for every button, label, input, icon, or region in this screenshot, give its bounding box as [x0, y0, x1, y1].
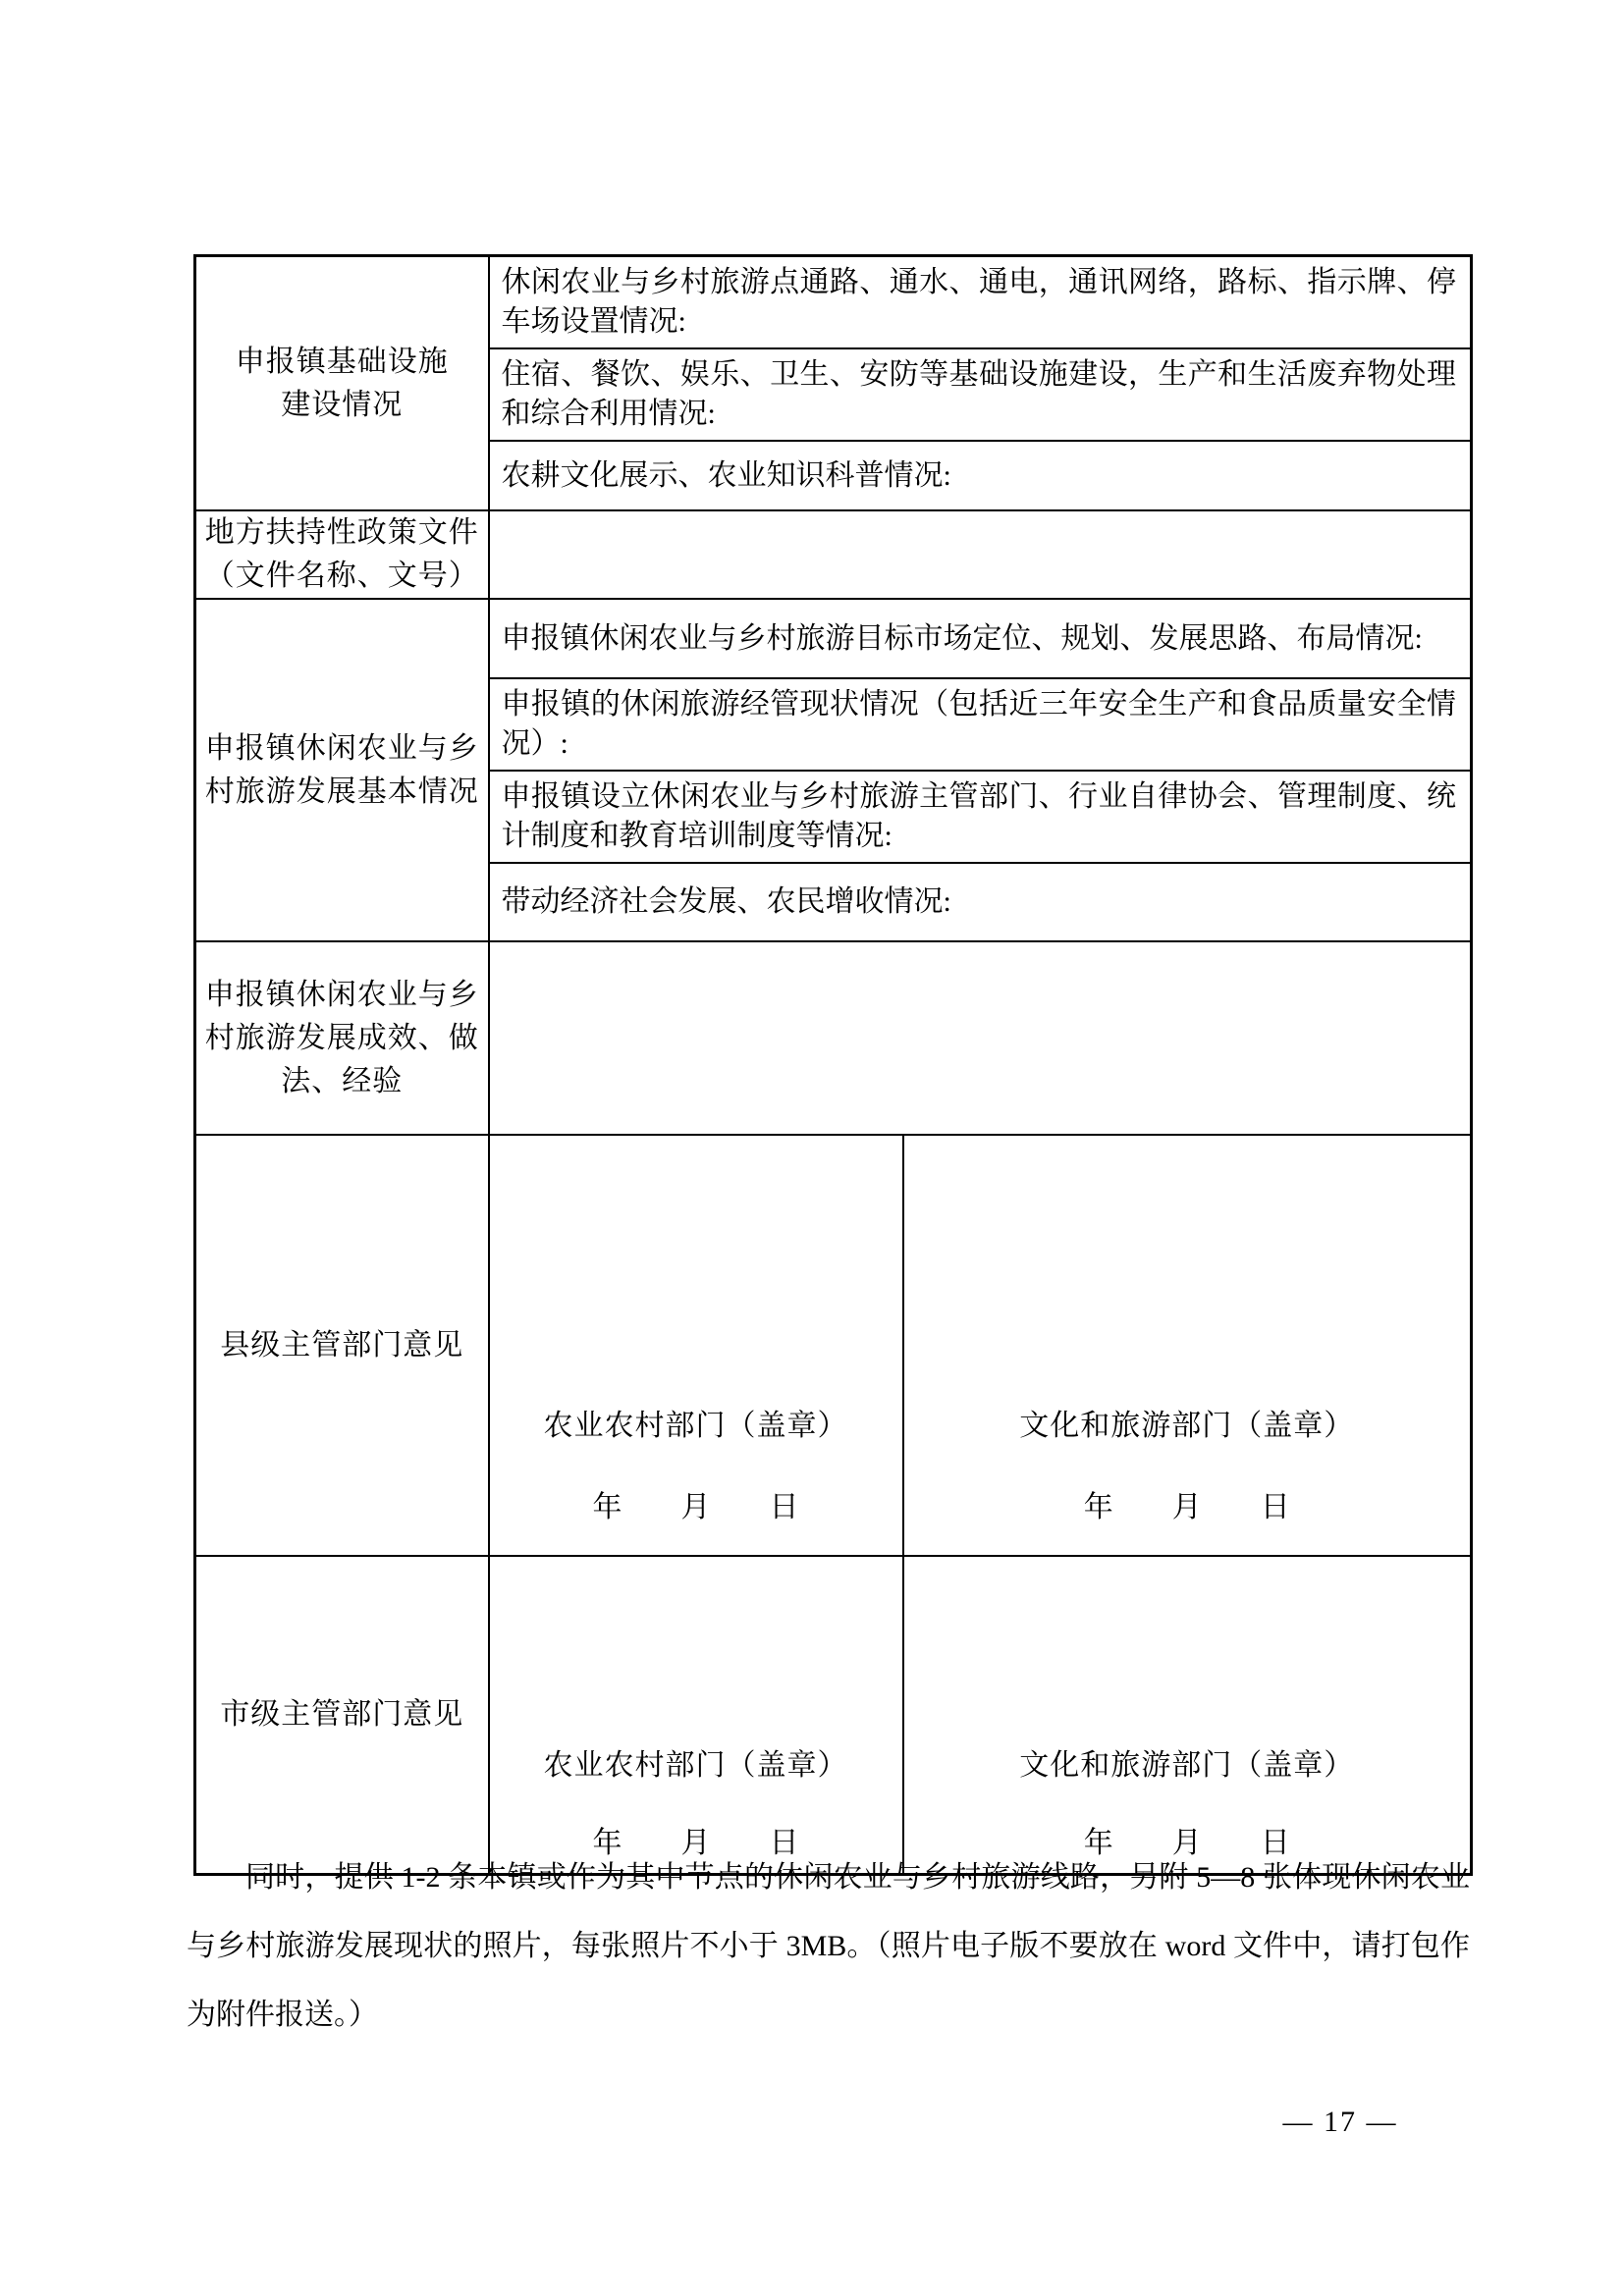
page-number: — 17 — [1282, 2106, 1398, 2138]
date-blank: 年 月 日 [592, 1826, 799, 1859]
development-row-operation-status: 申报镇的休闲旅游经管现状情况（包括近三年安全生产和食品质量安全情况）: [489, 678, 1472, 771]
label-line: 申报镇基础设施 [235, 345, 449, 378]
development-row-management-systems: 申报镇设立休闲农业与乡村旅游主管部门、行业自律协会、管理制度、统计制度和教育培训制度等情况: [489, 771, 1472, 863]
policy-document-label [195, 510, 489, 599]
city-opinion-label: 市级主管部门意见 [195, 1556, 489, 1874]
culture-tourism-department-stamp-label: 文化和旅游部门（盖章） [1019, 1410, 1355, 1442]
footer-note: 同时，提供 1-2 条本镇或作为其中节点的休闲农业与乡村旅游线路，另附 5—8 张体现休闲农业与乡村旅游发展现状的照片，每张照片不小于 3MB。（照片电子版不要放在 word 文件中，请打包作为附件报送。） [187, 1861, 1470, 2031]
county-opinion-label: 县级主管部门意见 [195, 1135, 489, 1556]
county-culture-stamp-cell [903, 1135, 1472, 1556]
infrastructure-section-label [195, 256, 489, 511]
development-row-market-positioning: 申报镇休闲农业与乡村旅游目标市场定位、规划、发展思路、布局情况: [489, 599, 1472, 678]
label-line: 申报镇休闲农业与乡 [204, 731, 479, 765]
infrastructure-row-facilities-waste: 住宿、餐饮、娱乐、卫生、安防等基础设施建设，生产和生活废弃物处理和综合利用情况: [489, 348, 1472, 441]
date-blank: 年 月 日 [1083, 1826, 1290, 1859]
city-agriculture-stamp-cell [489, 1556, 903, 1874]
infrastructure-row-culture-science: 农耕文化展示、农业知识科普情况: [489, 441, 1472, 510]
achievements-section-label [195, 941, 489, 1135]
label-line: 地方扶持性政策文件 [204, 516, 479, 549]
label-line: 申报镇休闲农业与乡 [204, 978, 479, 1011]
label-line: （文件名称、文号） [204, 560, 479, 592]
label-line: 村旅游发展成效、做 [204, 1021, 479, 1054]
label-line: 建设情况 [281, 388, 404, 421]
label-line: 村旅游发展基本情况 [204, 774, 479, 808]
application-form-table [193, 254, 1473, 1876]
policy-document-value-cell [489, 510, 1472, 599]
date-blank: 年 月 日 [592, 1491, 799, 1523]
agriculture-department-stamp-label: 农业农村部门（盖章） [543, 1410, 848, 1442]
culture-tourism-department-stamp-label: 文化和旅游部门（盖章） [1019, 1748, 1355, 1782]
infrastructure-row-roads-utilities: 休闲农业与乡村旅游点通路、通水、通电，通讯网络，路标、指示牌、停车场设置情况: [489, 256, 1472, 349]
agriculture-department-stamp-label: 农业农村部门（盖章） [543, 1748, 848, 1782]
city-culture-stamp-cell [903, 1556, 1472, 1874]
county-agriculture-stamp-cell [489, 1135, 903, 1556]
development-section-label [195, 599, 489, 941]
development-row-economic-benefit: 带动经济社会发展、农民增收情况: [489, 863, 1472, 941]
date-blank: 年 月 日 [1083, 1491, 1290, 1523]
label-line: 法、经验 [281, 1064, 404, 1097]
achievements-value-cell [489, 941, 1472, 1135]
